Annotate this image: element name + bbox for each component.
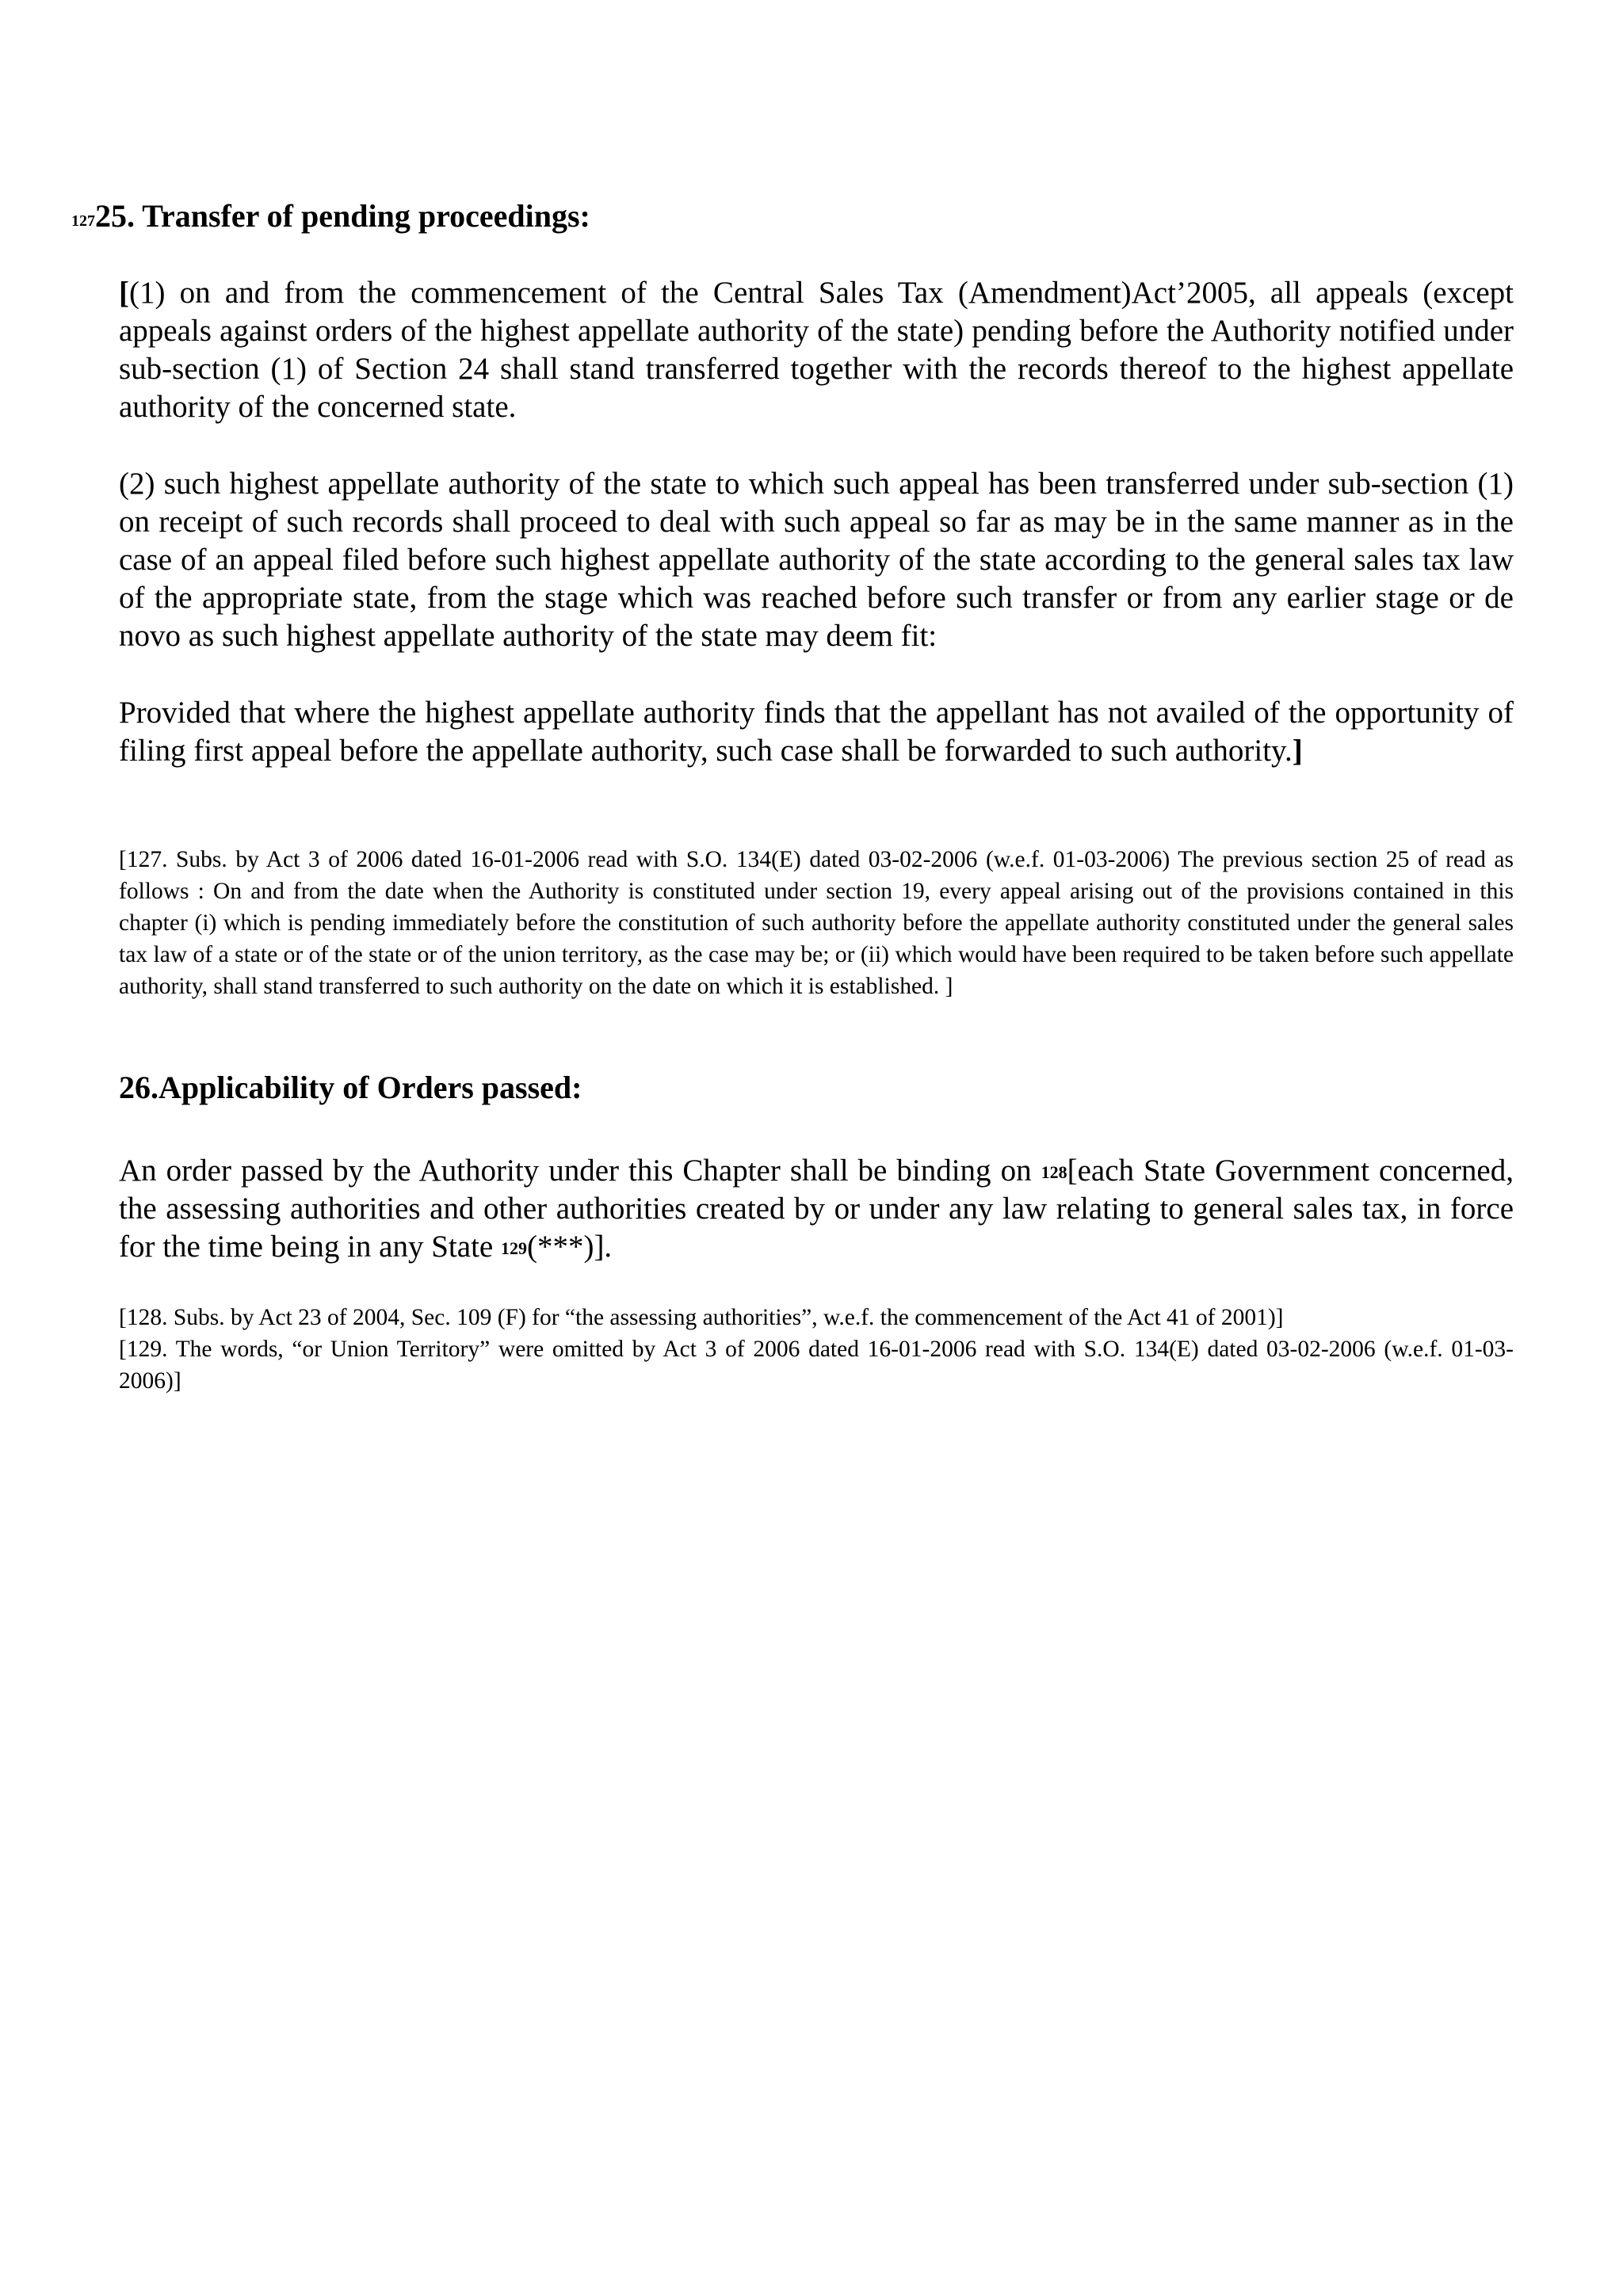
paragraph-1-text: (1) on and from the commencement of the Central Sales Tax (Amendment)Act’2005, all appeals (except appeals against orders of the highest appellate authority of the state) pending before the Authority notified under sub-section (1) of Section 24 shall stand transferred together with the records thereof to the highest appellate authority of the concerned state.: [119, 276, 1514, 424]
section-26-title-suffix: :: [571, 1070, 582, 1105]
section-26-text-part-1: An order passed by the Authority under this Chapter shall be binding on: [119, 1154, 1041, 1188]
open-bracket: [: [119, 276, 129, 310]
section-25-proviso: [119, 694, 1514, 770]
footnote-ref-128: 128: [1041, 1162, 1067, 1182]
footnote-ref-129: 129: [500, 1238, 527, 1258]
close-bracket: ]: [1292, 734, 1303, 768]
footnote-129: [129. The words, “or Union Territory” were omitted by Act 3 of 2006 dated 16-01-2006 read with S.O. 134(E) dated 03-02-2006 (w.e.f. 01-03-2006)]: [119, 1337, 1514, 1394]
section-25-paragraph-1: [119, 274, 1514, 426]
section-25-paragraph-2: (2) such highest appellate authority of the state to which such appeal has been transferred under sub-section (1) on receipt of such records shall proceed to deal with such appeal so far as may be in the same manner as in the case of an appeal filed before such highest appellate authority of the state according to the general sales tax law of the appropriate state, from the stage which was reached before such transfer or from any earlier stage or de novo as such highest appellate authority of the state may deem fit:: [119, 467, 1514, 653]
section-25-title: 25. Transfer of pending proceedings:: [95, 198, 590, 234]
section-25-heading: [71, 193, 1545, 240]
section-26-paragraph: [119, 1152, 1514, 1266]
footnote-127: [127. Subs. by Act 3 of 2006 dated 16-01-2006 read with S.O. 134(E) dated 03-02-2006 (w.e.f. 01-03-2006) The previous section 25 of read as follows : On and from the date when the Authority is constituted under section 19, every appeal arising out of the provisions contained in this chapter (i) which is pending immediately before the constitution of such authority before the appellate authority constituted under the general sales tax law of a state or of the state or of the union territory, as the case may be; or (ii) which would have been required to be taken before such appellate authority, shall stand transferred to such authority on the date on which it is established. ]: [119, 847, 1514, 999]
section-26-text-part-2: [each State Government concerned, the assessing authorities and other authorities created by or under any law relating to general sales tax, in force for the time being in any State: [119, 1154, 1514, 1264]
section-26-title: 26.Applicability of Orders passed: [119, 1070, 572, 1105]
proviso-text: Provided that where the highest appellate authority finds that the appellant has not availed of the opportunity of filing first appeal before the appellate authority, such case shall be forwarded to such authority.: [119, 696, 1514, 768]
section-26-text-part-3: (***)].: [526, 1230, 613, 1264]
section-26-heading: [119, 1066, 1514, 1110]
footnote-marker-127: 127: [71, 212, 95, 230]
footnote-128: [128. Subs. by Act 23 of 2004, Sec. 109 (F) for “the assessing authorities”, w.e.f. the commencement of the Act 41 of 2001)]: [119, 1305, 1284, 1330]
